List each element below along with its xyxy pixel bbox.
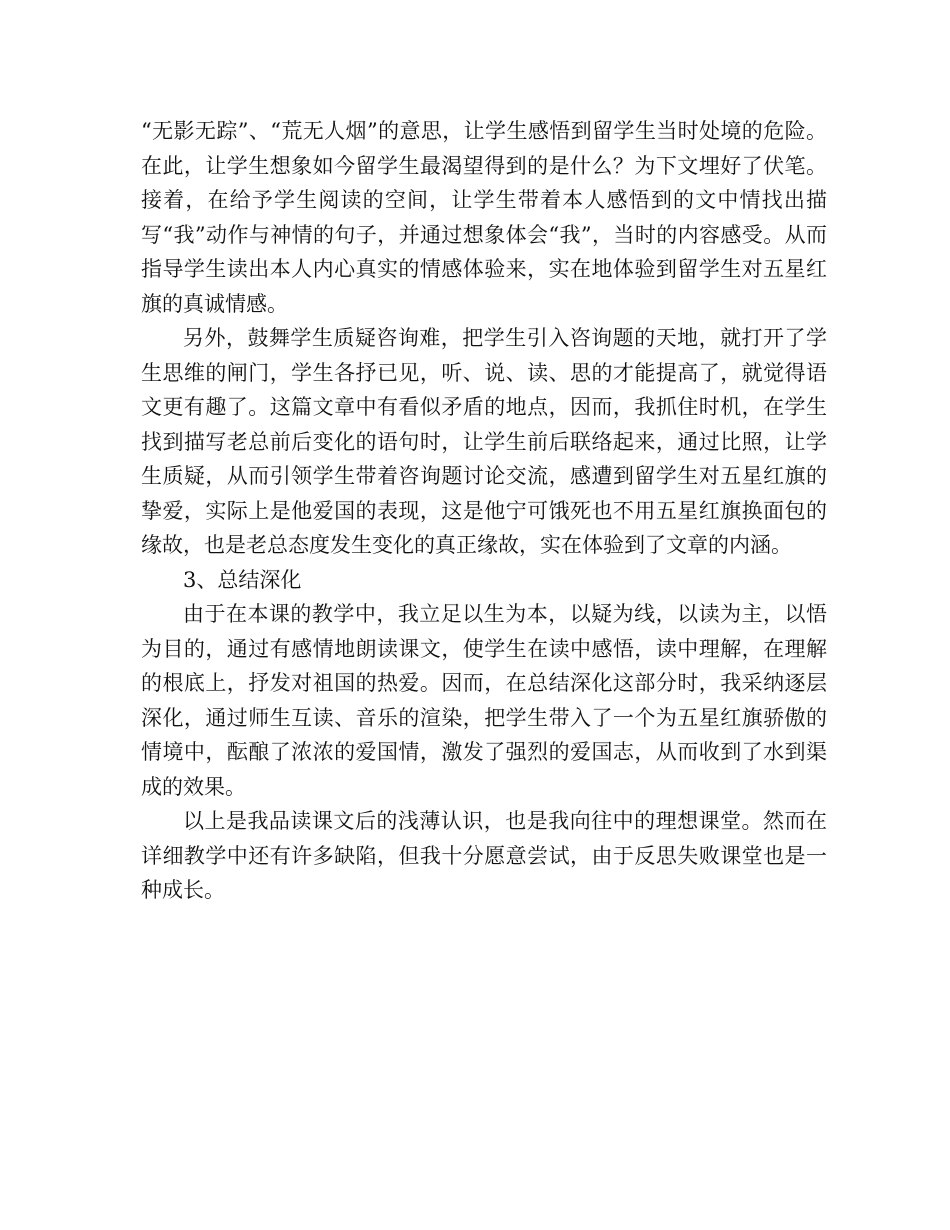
paragraph-4: 以上是我品读课文后的浅薄认识，也是我向往中的理想课堂。然而在详细教学中还有许多缺陷，但我十分愿意尝试，由于反思失败课堂也是一种成长。 [141,809,827,902]
document-body [141,114,827,908]
paragraph-3: 由于在本课的教学中，我立足以生为本，以疑为线，以读为主，以悟为目的，通过有感情地朗读课文，使学生在读中感悟，读中理解，在理解的根底上，抒发对祖国的热爱。因而，在总结深化这部分时，我采纳逐层深化，通过师生互读、音乐的渲染，把学生带入了一个为五星红旗骄傲的情境中，酝酿了浓浓的爱国情，激发了强烈的爱国志，从而收到了水到渠成的效果。 [141,602,827,799]
paragraph-2: 另外，鼓舞学生质疑咨询难，把学生引入咨询题的天地，就打开了学生思维的闸门，学生各抒已见，听、说、读、思的才能提高了，就觉得语文更有趣了。这篇文章中有看似矛盾的地点，因而，我抓住时机，在学生找到描写老总前后变化的语句时，让学生前后联络起来，通过比照，让学生质疑，从而引领学生带着咨询题讨论交流，感遭到留学生对五星红旗的挚爱，实际上是他爱国的表现，这是他宁可饿死也不用五星红旗换面包的缘故，也是老总态度发生变化的真正缘故，实在体验到了文章的内涵。 [141,326,827,557]
section-heading-summary: 3、总结深化 [183,567,302,592]
paragraph-1: “无影无踪”、“荒无人烟”的意思，让学生感悟到留学生当时处境的危险。在此，让学生想象如今留学生最渴望得到的是什么？为下文埋好了伏笔。接着，在给予学生阅读的空间，让学生带着本人感悟到的文中情找出描写“我”动作与神情的句子，并通过想象体会“我”，当时的内容感受。从而指导学生读出本人内心真实的情感体验来，实在地体验到留学生对五星红旗的真诚情感。 [141,119,827,316]
